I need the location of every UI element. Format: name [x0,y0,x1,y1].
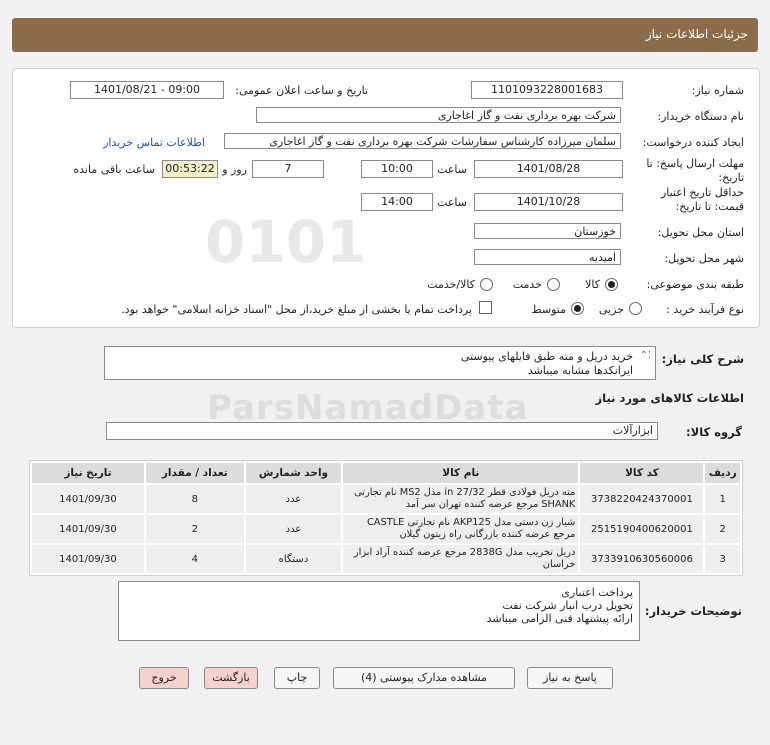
col-name: نام کالا [343,463,578,483]
col-qty: تعداد / مقدار [146,463,244,483]
process-label: نوع فرآیند خرید : [666,303,744,316]
table-row [32,485,740,513]
exit-button[interactable]: خروج [139,667,189,689]
cell-date: 1401/09/30 [32,515,144,543]
goods-group-label: گروه کالا: [686,425,742,439]
view-documents-button[interactable]: مشاهده مدارک پیوستی (4) [333,667,515,689]
process-medium-radio[interactable] [571,302,584,315]
category-both-label: کالا/خدمت [427,278,475,291]
remaining-label: ساعت باقی مانده [73,163,155,176]
goods-group-value: ابزارآلات [612,424,653,437]
days-field: 7 [252,160,324,178]
process-partial-label: جزیی [598,303,624,316]
deadline-label: مهلت ارسال پاسخ: تا تاریخ: [646,157,744,184]
category-service-radio[interactable] [547,278,560,291]
notes-box [118,581,640,641]
description-box [104,346,656,380]
description-line-2: ایرانکدها مشابه میباشد [527,364,633,377]
need-number-field: 1101093228001683 [471,81,623,99]
category-goods-radio[interactable] [605,278,618,291]
watermark-logo-digits: 0101 [205,208,367,276]
cell-idx: 1 [705,485,740,513]
process-partial-radio[interactable] [629,302,642,315]
treasury-payment-checkbox[interactable] [479,301,492,314]
deadline-date-field: 1401/08/28 [474,160,623,178]
cell-idx: 2 [705,515,740,543]
reply-button[interactable]: پاسخ به نیاز [527,667,613,689]
cell-name: دریل تخریب مدل 2838G مرجع عرضه کننده آراد ابزار خراسان [343,545,578,573]
notes-line-3: ارائه پیشنهاد فنی الزامی میباشد [486,612,633,625]
page-header [12,18,758,52]
cell-unit: عدد [246,515,342,543]
category-goods-label: کالا [585,278,600,291]
cell-name: شیار زن دستی مدل AKP125 نام تجارتی CASTLE مرجع عرضه کننده بازرگانی راه زیتون گیلان [343,515,578,543]
category-service-label: خدمت [512,278,542,291]
announce-label: تاریخ و ساعت اعلان عمومی: [235,84,368,97]
description-label: شرح کلی نیاز: [661,352,744,366]
buyer-field: شرکت بهره برداری نفت و گاز اغاجاری [256,107,621,123]
city-label: شهر محل تحویل: [664,252,744,265]
page-title: جزئیات اطلاعات نیاز [645,27,748,41]
cell-unit: دستگاه [246,545,342,573]
province-field: خوزستان [474,223,621,239]
creator-field: سلمان میرزاده کارشناس سفارشات شرکت بهره برداری نفت و گاز اغاجاری [224,133,621,149]
process-medium-label: متوسط [531,303,566,316]
province-label: استان محل تحویل: [657,226,744,239]
print-button[interactable]: چاپ [274,667,320,689]
deadline-time-label: ساعت [437,163,467,176]
category-label: طبقه بندی موضوعی: [646,278,744,291]
remaining-time-field: 00:53:22 [162,160,218,178]
contact-info-link[interactable]: اطلاعات تماس خریدار [103,136,205,149]
creator-label: ایجاد کننده درخواست: [642,136,744,149]
goods-section-title: اطلاعات کالاهای مورد نیاز [595,391,744,405]
validity-time-label: ساعت [437,196,467,209]
cell-idx: 3 [705,545,740,573]
validity-label: حداقل تاریخ اعتبار قیمت: تا تاریخ: [660,186,744,213]
back-button[interactable]: بازگشت [204,667,258,689]
cell-code: 2515190400620001 [580,515,703,543]
notes-line-1: پرداخت اعتباری [561,586,633,599]
validity-time-field: 14:00 [361,193,433,211]
col-unit: واحد شمارش [246,463,342,483]
table-row [32,515,740,543]
goods-table [29,460,743,576]
cell-date: 1401/09/30 [32,545,144,573]
col-idx: ردیف [705,463,740,483]
table-row [32,545,740,573]
cell-date: 1401/09/30 [32,485,144,513]
cell-code: 3733910630560006 [580,545,703,573]
deadline-time-field: 10:00 [361,160,433,178]
city-field: امیدیه [474,249,621,265]
cell-qty: 4 [146,545,244,573]
buyer-label: نام دستگاه خریدار: [657,110,744,123]
category-both-radio[interactable] [480,278,493,291]
cell-name: مته دریل فولادی قطر 27/32 in مدل MS2 نام تجارتی SHANK مرجع عرضه کننده تهران سر آمد [343,485,578,513]
days-label: روز و [222,163,247,176]
notes-line-2: تحویل درب انبار شرکت نفت [502,599,633,612]
announce-field: 1401/08/21 - 09:00 [70,81,224,99]
watermark-logo: ParsNamadData [207,388,529,428]
need-number-label: شماره نیاز: [691,84,744,97]
cell-qty: 2 [146,515,244,543]
cell-unit: عدد [246,485,342,513]
resize-icon: ⌃⁚ [639,350,651,361]
cell-qty: 8 [146,485,244,513]
col-code: کد کالا [580,463,703,483]
description-line-1: خرید دریل و مته طبق فایلهای پیوستی [460,350,633,363]
cell-code: 3738220424370001 [580,485,703,513]
col-date: تاریخ نیاز [32,463,144,483]
notes-label: توضیحات خریدار: [644,604,742,618]
payment-note: پرداخت تمام یا بخشی از مبلغ خرید،از محل "اسناد خزانه اسلامی" خواهد بود. [121,303,472,316]
validity-date-field: 1401/10/28 [474,193,623,211]
